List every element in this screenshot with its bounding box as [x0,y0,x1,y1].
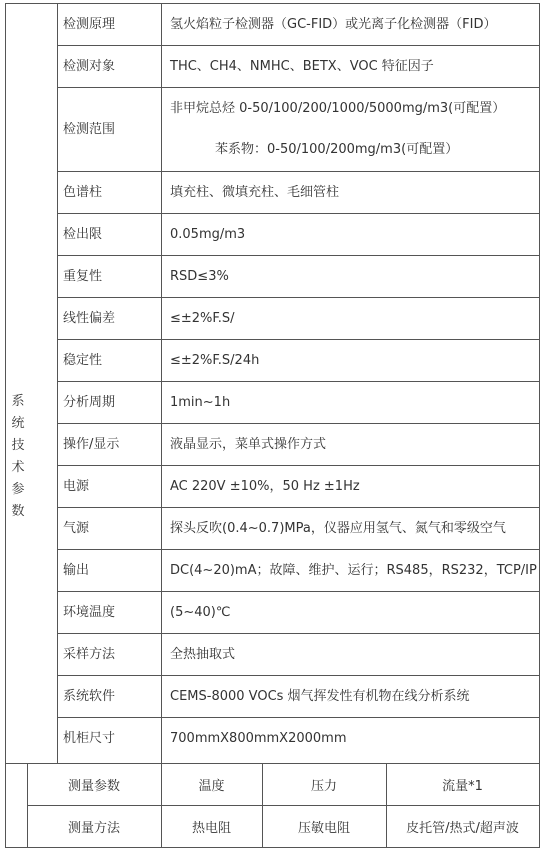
side-label-cell [5,3,57,763]
side-char: 参 [11,482,25,497]
row-value: 液晶显示，菜单式操作方式 [170,436,327,452]
row-label: 检测范围 [63,121,116,137]
row-label: 操作/显示 [63,436,120,452]
bottom-param-flow: 流量*1 [442,779,483,794]
side-char: 技 [11,438,25,453]
row-label: 检出限 [63,226,103,242]
row-value: CEMS-8000 VOCs 烟气挥发性有机物在线分析系统 [170,688,470,704]
row-value: ≤±2%F.S/ [170,310,235,326]
row-label: 检测原理 [63,16,116,32]
row-value: 700mmX800mmX2000mm [170,730,347,746]
row-value: 全热抽取式 [170,646,236,662]
bottom-method-pressure: 压敏电阻 [297,821,350,836]
row-value: DC(4~20)mA；故障、维护、运行；RS485，RS232，TCP/IP [170,562,537,578]
row-value: 探头反吹(0.4~0.7)MPa，仪器应用氢气、氮气和零级空气 [170,520,506,536]
row-label: 环境温度 [63,604,116,620]
bottom-param-pressure: 压力 [310,779,337,794]
side-char: 术 [11,460,25,475]
side-char: 系 [11,394,25,409]
bottom-border-left [5,763,6,848]
row-value: (5~40)℃ [170,604,231,620]
row-value: THC、CH4、NMHC、BETX、VOC 特征因子 [170,58,434,74]
row-value: ≤±2%F.S/24h [170,352,260,368]
row-label: 机柜尺寸 [63,730,116,746]
bottom-method-flow: 皮托管/热式/超声波 [406,821,519,836]
row-value: 0.05mg/m3 [170,226,246,242]
row-label: 气源 [63,520,90,536]
row-label: 线性偏差 [63,310,116,326]
row-value: RSD≤3% [170,268,229,284]
side-char: 统 [11,416,25,431]
row-value-line: 苯系物：0-50/100/200mg/m3(可配置） [215,142,459,158]
row-value: 填充柱、微填充柱、毛细管柱 [170,184,340,200]
row-value: 1min~1h [170,394,231,410]
row-label: 分析周期 [63,394,116,410]
row-label: 输出 [63,562,90,578]
row-label: 稳定性 [63,352,103,368]
row-label: 系统软件 [63,688,116,704]
row-label: 电源 [63,478,90,494]
side-label [5,391,31,523]
bottom-param-label: 测量参数 [67,779,120,794]
row-value: AC 220V ±10%，50 Hz ±1Hz [170,478,360,494]
row-label: 色谱柱 [63,184,103,200]
bottom-param-temp: 温度 [198,779,225,794]
row-label: 检测对象 [63,58,116,74]
row-label: 采样方法 [63,646,116,662]
row-value [161,88,540,171]
bottom-method-temp: 热电阻 [191,821,231,836]
side-char: 数 [11,504,25,519]
row-label: 重复性 [63,268,103,284]
row-value-line: 非甲烷总烃 0-50/100/200/1000/5000mg/m3(可配置） [170,100,506,116]
bottom-method-label: 测量方法 [67,821,120,836]
row-value: 氢火焰粒子检测器（GC-FID）或光离子化检测器（FID） [170,16,497,32]
